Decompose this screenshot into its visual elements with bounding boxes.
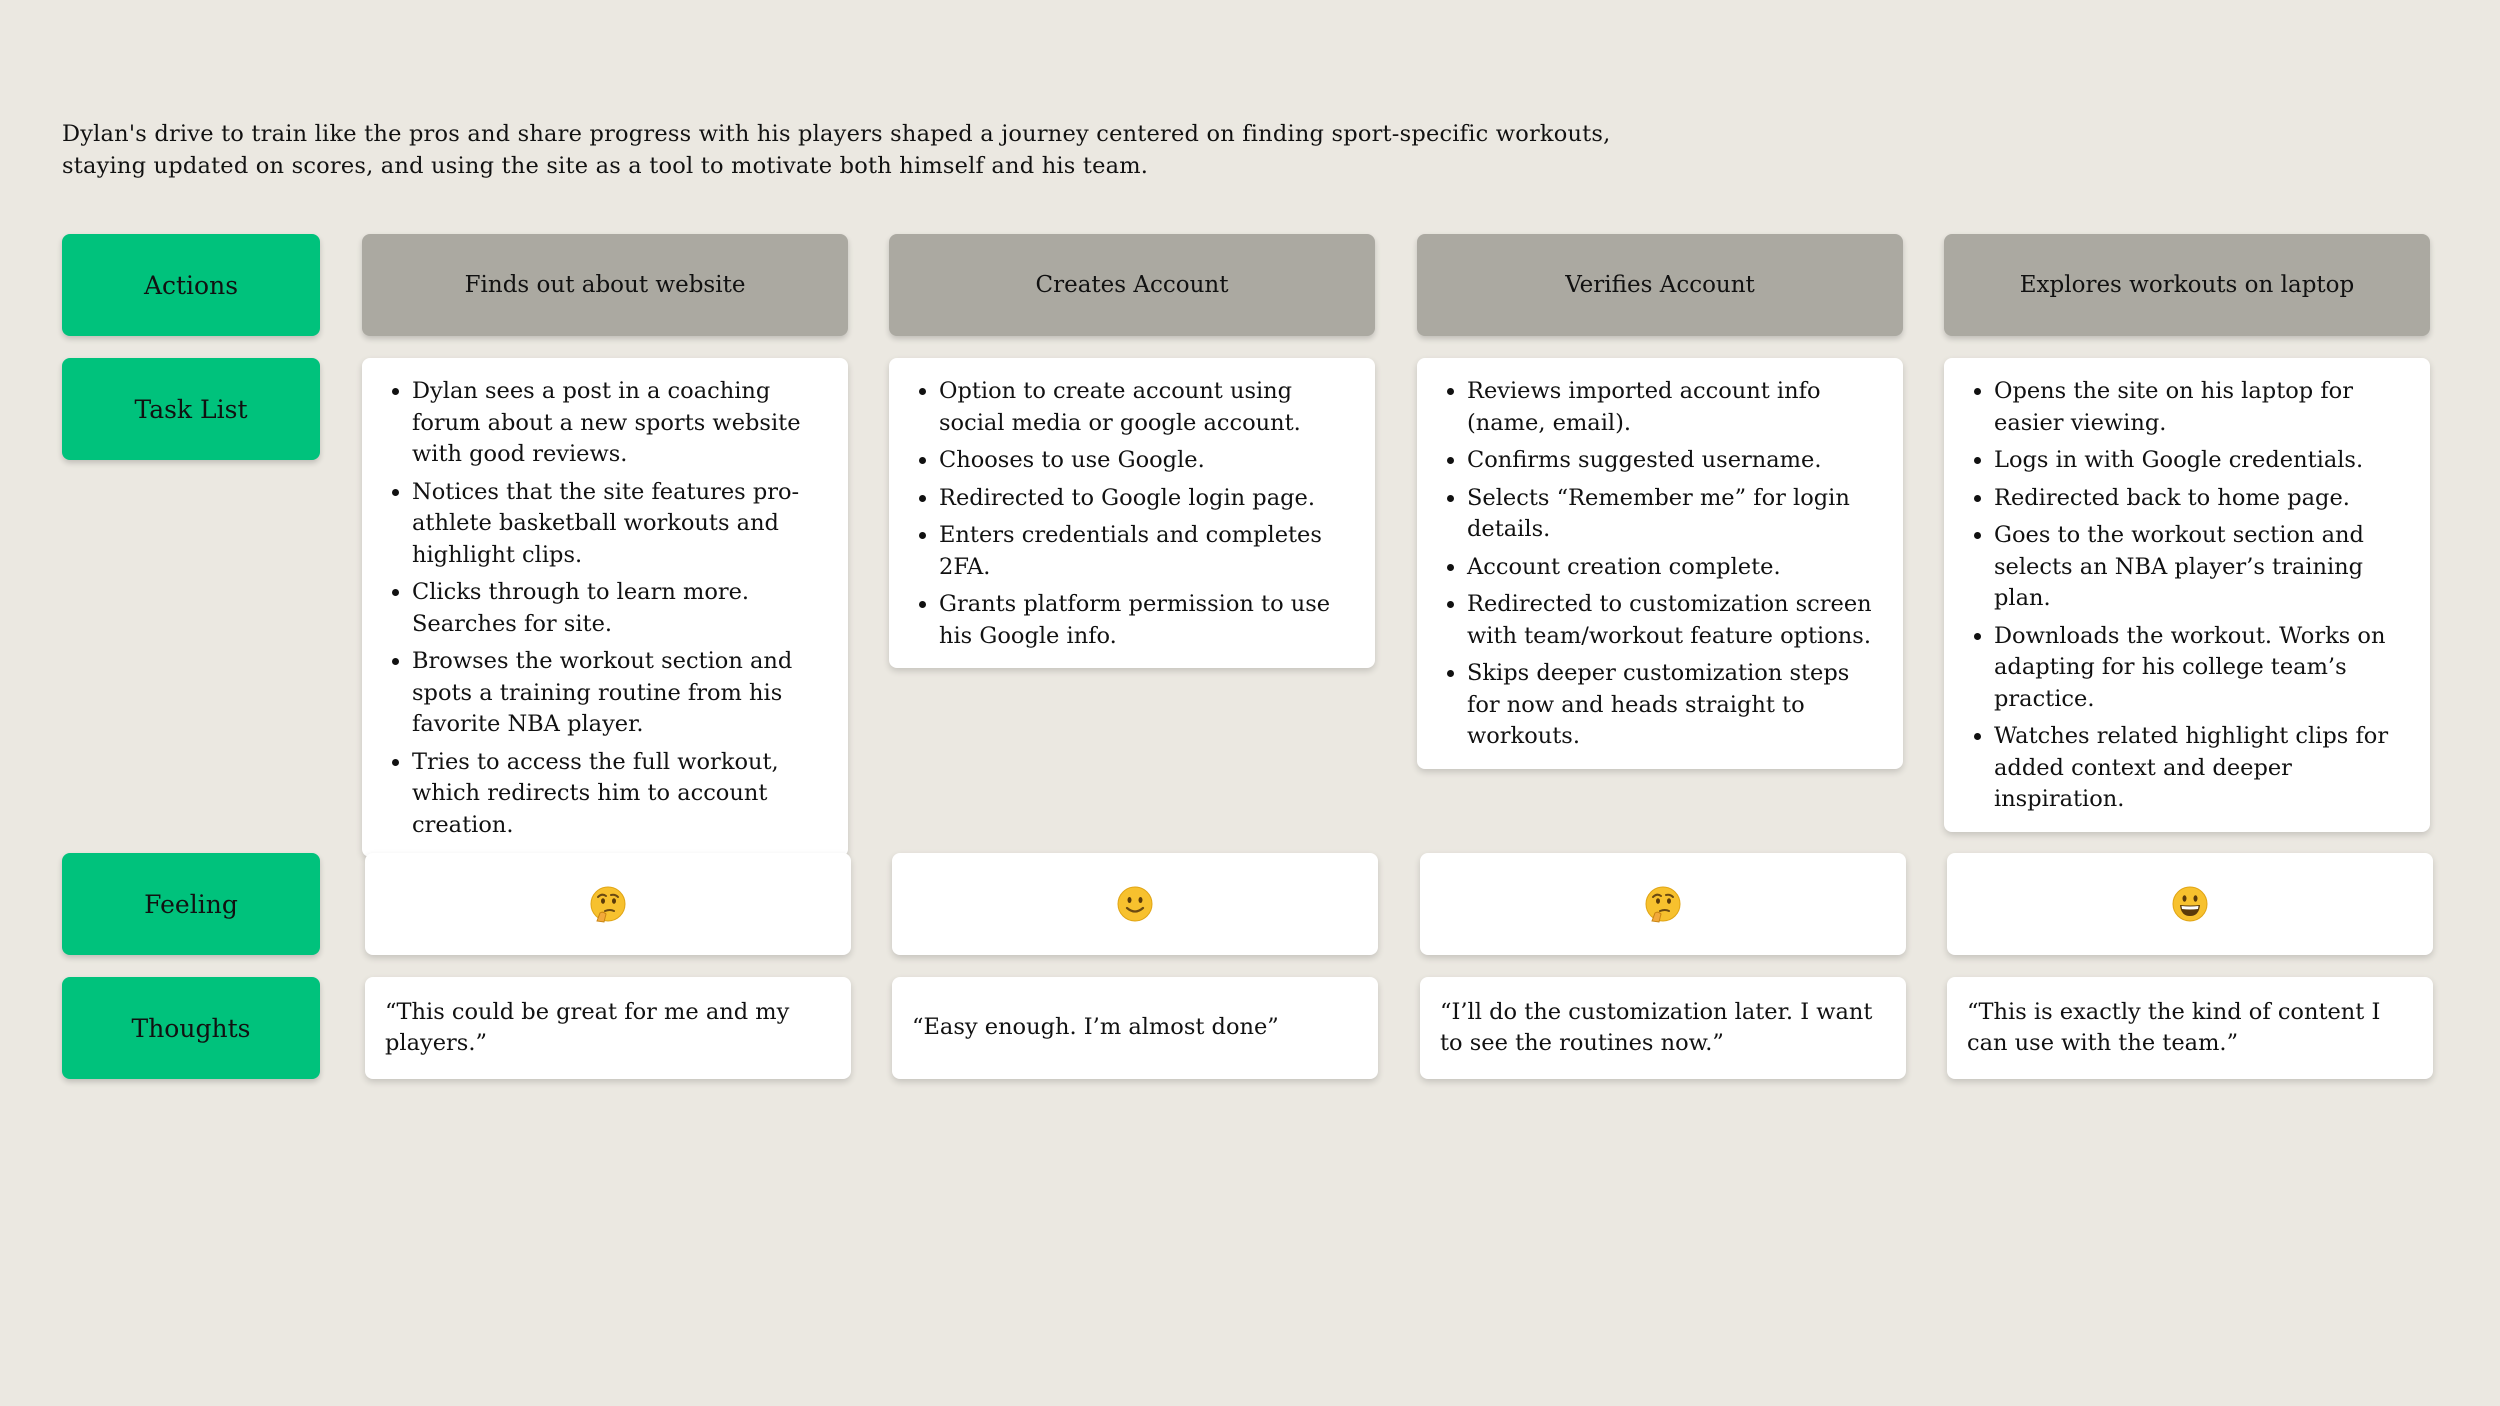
task-item: • Grants platform permission to use his Google info. [939,589,1353,652]
task-list [911,376,1353,652]
task-item: • Opens the site on his laptop for easier viewing. [1994,376,2408,439]
task-list [1439,376,1881,753]
stage-4-task-card [1944,358,2430,832]
task-item: • Watches related highlight clips for added context and deeper inspiration. [1994,721,2408,816]
stage-4-action: Explores workouts on laptop [1944,234,2430,336]
slightly-smiling-face-emoji-icon [1115,884,1155,924]
row-label-actions: Actions [62,234,320,336]
row-label-task-list: Task List [62,358,320,460]
task-list [1966,376,2408,816]
task-item: • Goes to the workout section and selects an NBA player’s training plan. [1994,520,2408,615]
task-item: • Confirms suggested username. [1467,445,1881,477]
task-list [384,376,826,841]
stage-1-action: Finds out about website [362,234,848,336]
stage-2-feeling-card [892,853,1378,955]
stage-1-thought: “This could be great for me and my players.” [365,977,851,1079]
stage-4-thought: “This is exactly the kind of content I can use with the team.” [1947,977,2433,1079]
task-item: • Account creation complete. [1467,552,1881,584]
stage-3-feeling-card [1420,853,1906,955]
task-item: • Option to create account using social media or google account. [939,376,1353,439]
stage-2-action: Creates Account [889,234,1375,336]
task-item: • Downloads the workout. Works on adapting for his college team’s practice. [1994,621,2408,716]
stage-2-thought: “Easy enough. I’m almost done” [892,977,1378,1079]
task-item: • Redirected back to home page. [1994,483,2408,515]
stage-3-action: Verifies Account [1417,234,1903,336]
task-item: • Redirected to customization screen with team/workout feature options. [1467,589,1881,652]
task-item: • Selects “Remember me” for login details. [1467,483,1881,546]
thinking-face-emoji-icon [1643,884,1683,924]
row-label-thoughts: Thoughts [62,977,320,1079]
task-item: • Clicks through to learn more. Searches for site. [412,577,826,640]
stage-1-feeling-card [365,853,851,955]
thinking-face-emoji-icon [588,884,628,924]
task-item: • Redirected to Google login page. [939,483,1353,515]
row-label-feeling: Feeling [62,853,320,955]
task-item: • Dylan sees a post in a coaching forum about a new sports website with good reviews. [412,376,826,471]
task-item: • Enters credentials and completes 2FA. [939,520,1353,583]
task-item: • Chooses to use Google. [939,445,1353,477]
task-item: • Notices that the site features pro-athlete basketball workouts and highlight clips. [412,477,826,572]
stage-4-feeling-card [1947,853,2433,955]
task-item: • Reviews imported account info (name, email). [1467,376,1881,439]
task-item: • Skips deeper customization steps for now and heads straight to workouts. [1467,658,1881,753]
stage-3-thought: “I’ll do the customization later. I want to see the routines now.” [1420,977,1906,1079]
task-item: • Tries to access the full workout, which redirects him to account creation. [412,747,826,842]
task-item: • Logs in with Google credentials. [1994,445,2408,477]
stage-2-task-card [889,358,1375,668]
stage-3-task-card [1417,358,1903,769]
task-item: • Browses the workout section and spots a training routine from his favorite NBA player. [412,646,826,741]
stage-1-task-card [362,358,848,857]
journey-intro: Dylan's drive to train like the pros and share progress with his players shaped a journey centered on finding sport-specific workouts, staying updated on scores, and using the site as a tool to motivate both himself and his team. [62,121,1611,179]
grinning-face-emoji-icon [2170,884,2210,924]
